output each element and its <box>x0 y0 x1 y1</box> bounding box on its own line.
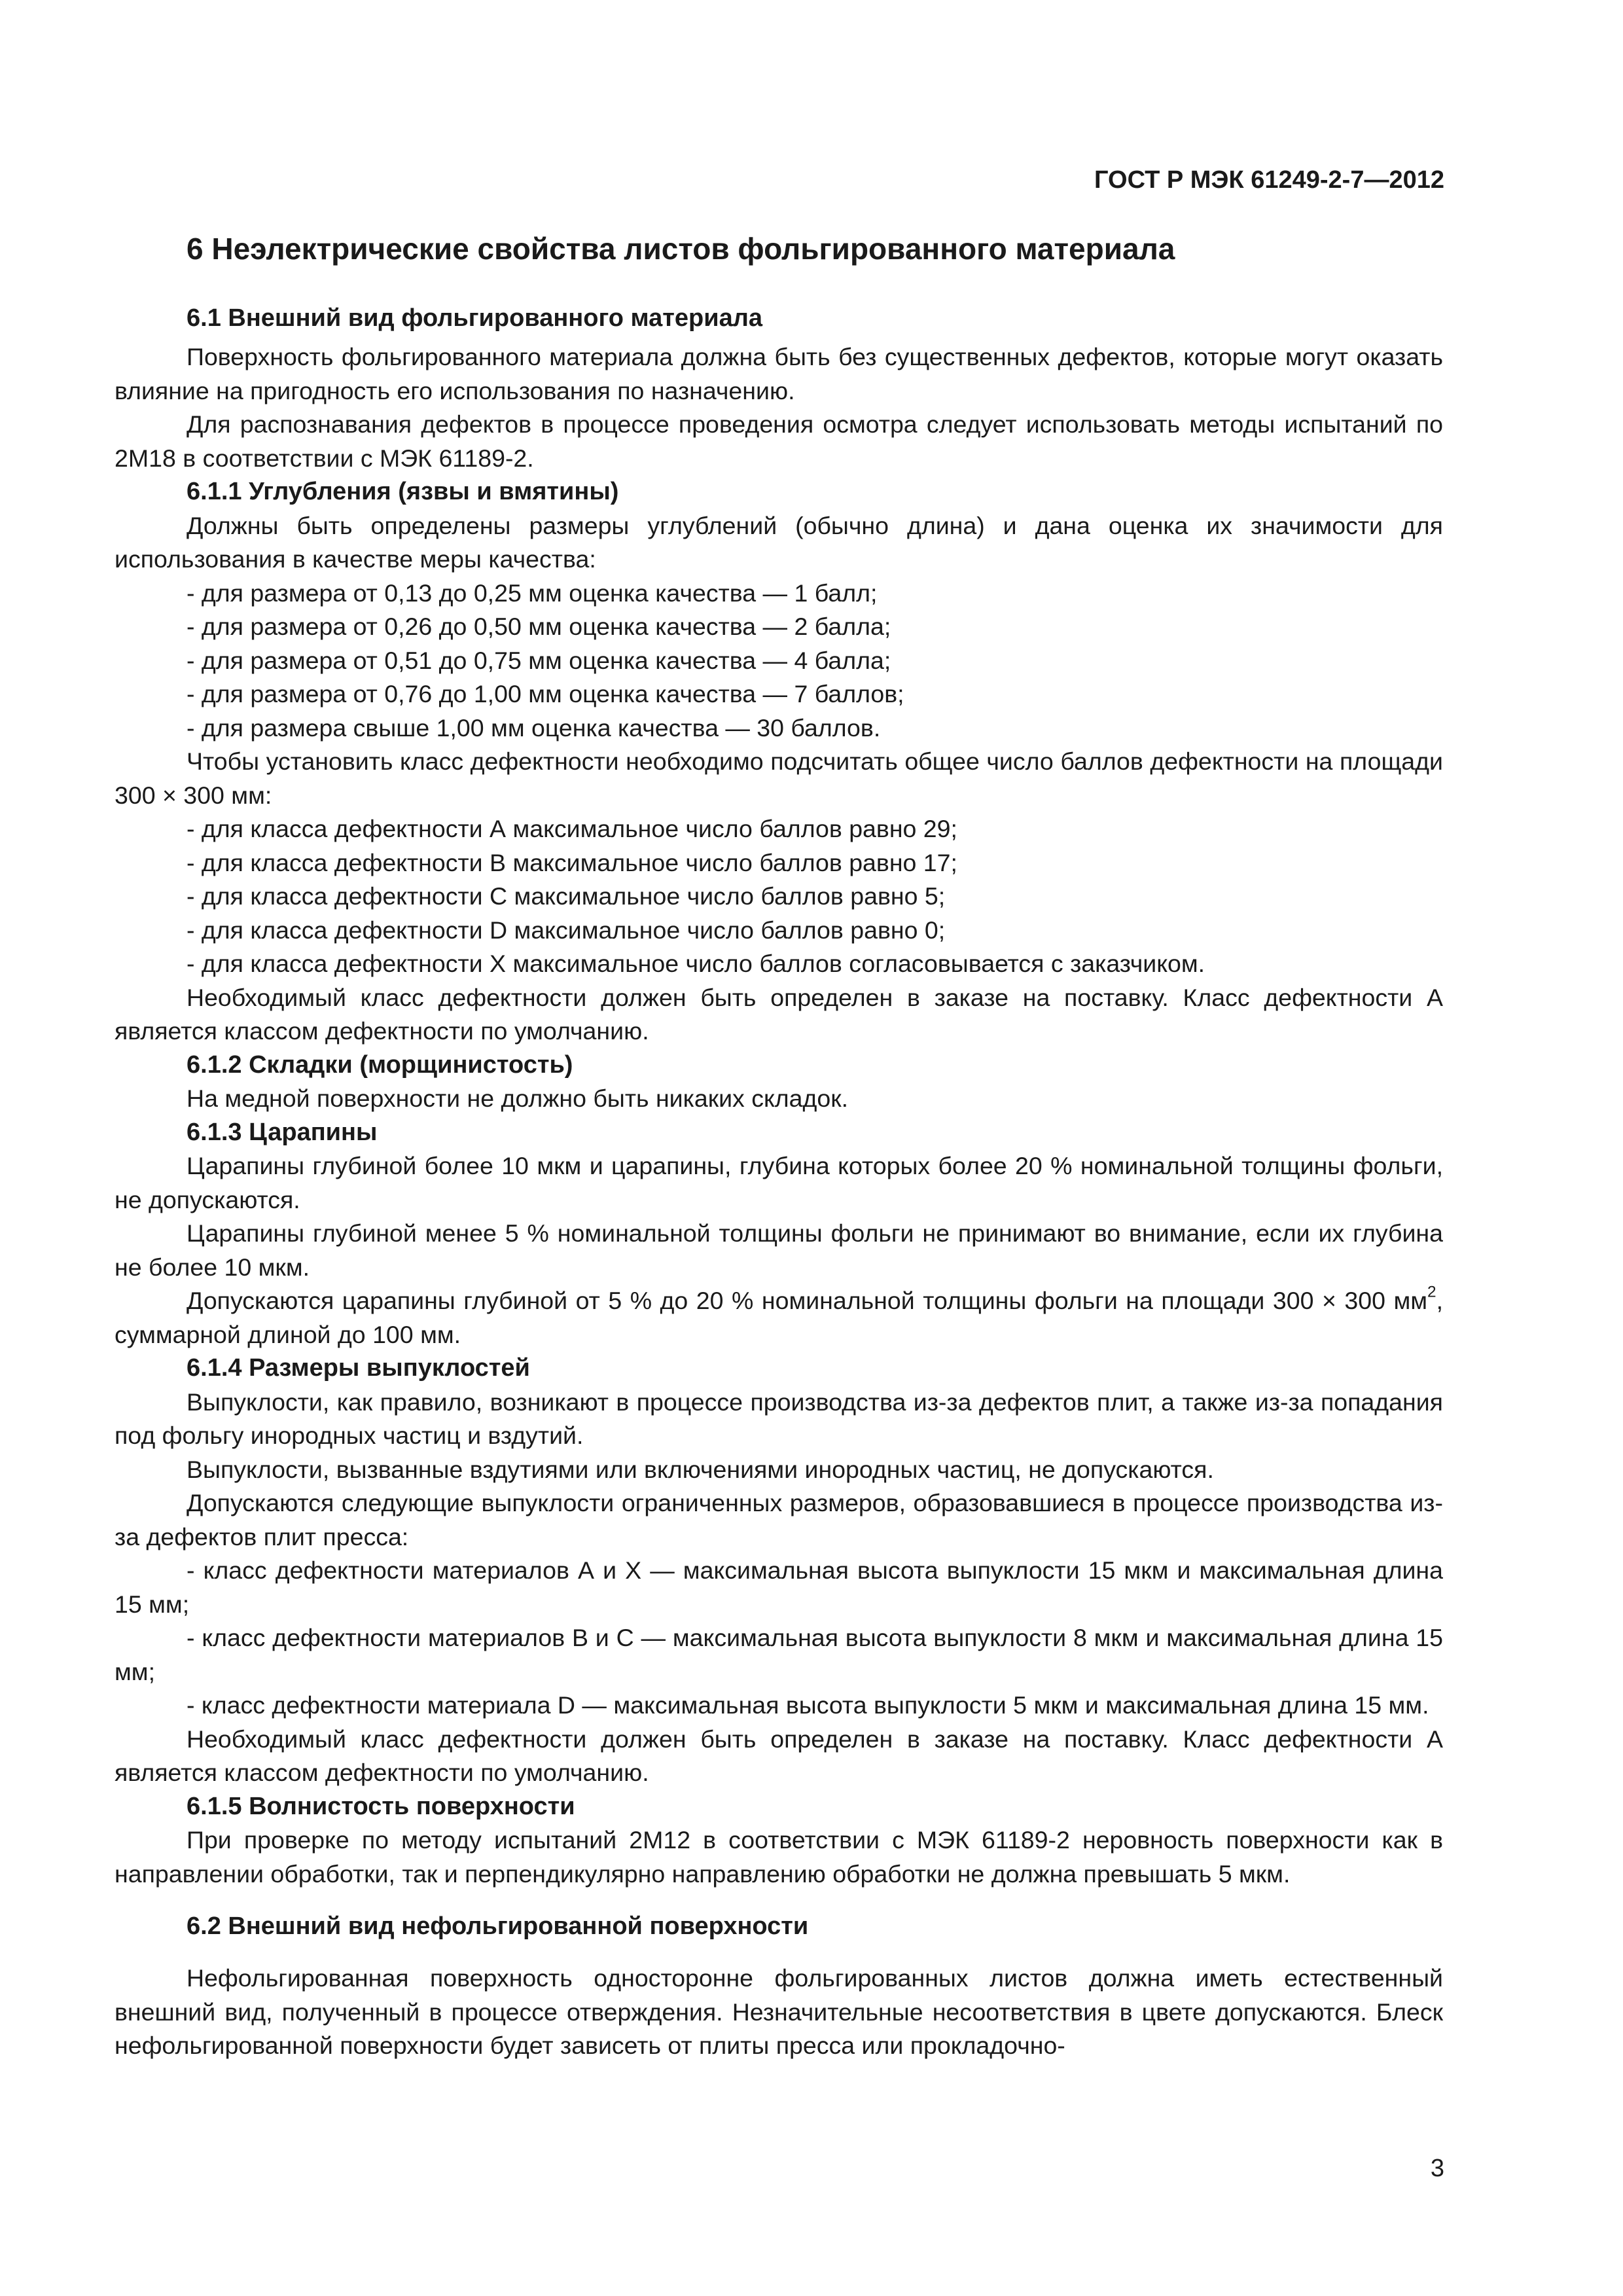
list-item: - для класса дефектности А максимальное число баллов равно 29; <box>187 815 957 842</box>
section-6-1-4-title: 6.1.4 Размеры выпуклостей <box>187 1354 530 1382</box>
paragraph: Для распознавания дефектов в процессе проведения осмотра следует использовать методы испытаний по 2М18 в соответствии с МЭК 61189-2. <box>115 410 1443 472</box>
paragraph: На медной поверхности не должно быть никаких складок. <box>187 1085 849 1112</box>
list-item: - для размера от 0,76 до 1,00 мм оценка качества — 7 баллов; <box>187 680 904 708</box>
paragraph: Необходимый класс дефектности должен быть определен в заказе на поставку. Класс дефектности А является классом дефектности по умолчанию. <box>115 1725 1443 1786</box>
paragraph: Должны быть определены размеры углублений (обычно длина) и дана оценка их значимости для использования в качестве меры качества: <box>115 511 1443 573</box>
section-6-1-title: 6.1 Внешний вид фольгированного материала <box>187 304 763 332</box>
list-item: - класс дефектности материалов А и Х — максимальная высота выпуклости 15 мкм и максимальная длина 15 мм; <box>115 1556 1443 1618</box>
paragraph-text: Допускаются царапины глубиной от 5 % до 20 % номинальной толщины фольги на площади 300 × 300 мм <box>187 1287 1428 1314</box>
paragraph: Допускаются следующие выпуклости ограниченных размеров, образовавшиеся в процессе производства из-за дефектов плит пресса: <box>115 1489 1443 1551</box>
page-content <box>115 229 1443 2063</box>
list-item: - для размера от 0,51 до 0,75 мм оценка качества — 4 балла; <box>187 646 891 674</box>
paragraph: Нефольгированная поверхность односторонне фольгированных листов должна иметь естественный внешний вид, полученный в процессе отверждения. Незначительные несоответствия в цвете допускаются. Блеск нефольгированной поверхности будет зависеть от плиты пресса или прокладочно- <box>115 1964 1443 2059</box>
section-6-1-3-title: 6.1.3 Царапины <box>187 1118 378 1146</box>
list-item: - для класса дефектности Х максимальное число баллов согласовывается с заказчиком. <box>187 950 1205 977</box>
list-item: - для размера от 0,13 до 0,25 мм оценка качества — 1 балл; <box>187 579 878 607</box>
paragraph: Необходимый класс дефектности должен быть определен в заказе на поставку. Класс дефектности А является классом дефектности по умолчанию. <box>115 983 1443 1045</box>
paragraph: При проверке по методу испытаний 2М12 в соответствии с МЭК 61189-2 неровность поверхности как в направлении обработки, так и перпендикулярно направлению обработки не должна превышать 5 мкм. <box>115 1826 1443 1888</box>
list-item: - для класса дефектности D максимальное число баллов равно 0; <box>187 916 946 944</box>
list-item: - класс дефектности материала D — максимальная высота выпуклости 5 мкм и максимальная длина 15 мм. <box>187 1691 1429 1719</box>
list-item: - класс дефектности материалов В и С — максимальная высота выпуклости 8 мкм и максимальная длина 15 мм; <box>115 1624 1443 1685</box>
list-item: - для класса дефектности С максимальное число баллов равно 5; <box>187 882 946 910</box>
page-number: 3 <box>1430 2155 1444 2182</box>
paragraph: Царапины глубиной менее 5 % номинальной толщины фольги не принимают во внимание, если их глубина не более 10 мкм. <box>115 1219 1443 1281</box>
paragraph: Поверхность фольгированного материала должна быть без существенных дефектов, которые могут оказать влияние на пригодность его использования по назначению. <box>115 343 1443 404</box>
paragraph: Царапины глубиной более 10 мкм и царапины, глубина которых более 20 % номинальной толщины фольги, не допускаются. <box>115 1152 1443 1213</box>
section-6-1-1-title: 6.1.1 Углубления (язвы и вмятины) <box>187 478 619 505</box>
paragraph: Чтобы установить класс дефектности необходимо подсчитать общее число баллов дефектности на площади 300 × 300 мм: <box>115 747 1443 809</box>
section-6-1-2-title: 6.1.2 Складки (морщинистость) <box>187 1050 573 1079</box>
section-6-title: 6 Неэлектрические свойства листов фольгированного материала <box>187 232 1175 266</box>
list-item: - для размера свыше 1,00 мм оценка качества — 30 баллов. <box>187 713 881 742</box>
paragraph <box>115 1284 1443 1352</box>
paragraph-text: , суммарной длиной до 100 мм. <box>115 1287 1443 1348</box>
document-header-id: ГОСТ Р МЭК 61249-2-7—2012 <box>1094 166 1444 194</box>
list-item: - для размера от 0,26 до 0,50 мм оценка качества — 2 балла; <box>187 613 891 640</box>
section-6-2-title: 6.2 Внешний вид нефольгированной поверхности <box>187 1912 809 1940</box>
list-item: - для класса дефектности В максимальное число баллов равно 17; <box>187 848 957 876</box>
section-6-1-5-title: 6.1.5 Волнистость поверхности <box>187 1792 575 1820</box>
superscript: 2 <box>1427 1283 1436 1301</box>
paragraph: Выпуклости, как правило, возникают в процессе производства из-за дефектов плит, а также из-за попадания под фольгу инородных частиц и вздутий. <box>115 1388 1443 1449</box>
paragraph: Выпуклости, вызванные вздутиями или включениями инородных частиц, не допускаются. <box>187 1455 1214 1483</box>
